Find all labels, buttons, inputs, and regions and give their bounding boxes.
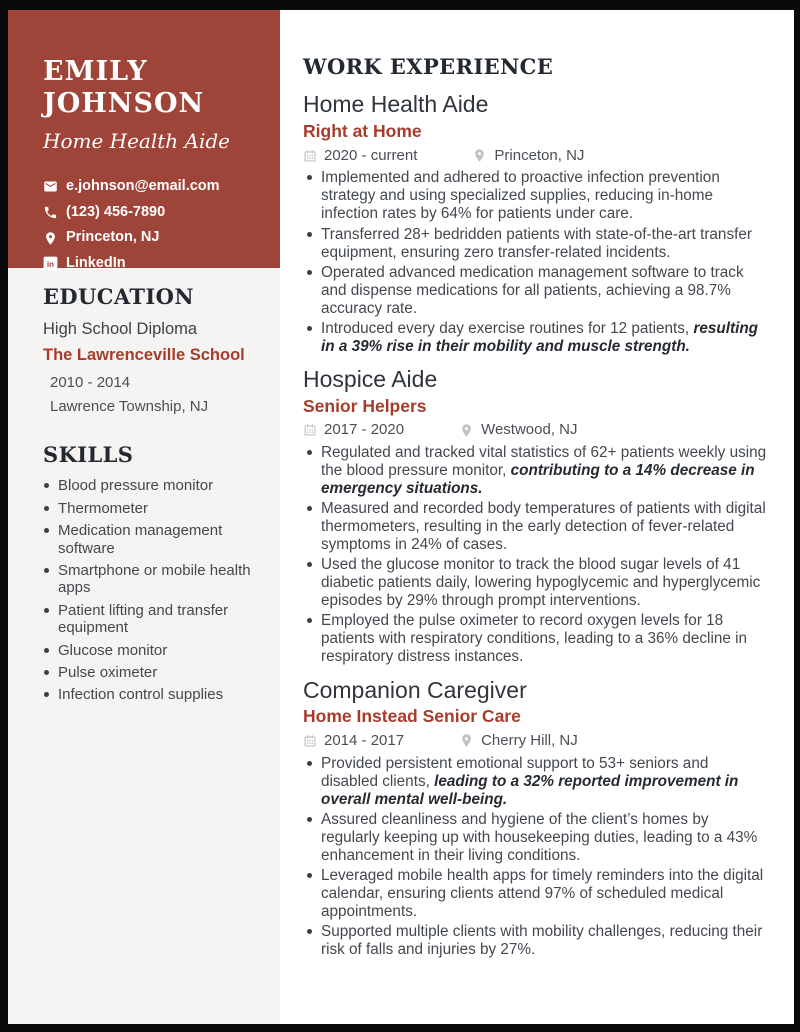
job-location: Cherry Hill, NJ (481, 732, 578, 750)
job-dates-item (303, 420, 404, 440)
skill-item: Pulse oximeter (43, 664, 262, 681)
bullet-item (303, 226, 768, 262)
location-icon (459, 733, 474, 748)
bullet-list (303, 444, 768, 667)
phone-icon (43, 205, 58, 220)
education-school-name: The Lawrenceville School (43, 345, 245, 364)
bullet-emphasis: resulting in a 39% rise in their mobility and muscle strength. (321, 319, 759, 355)
education-location: Lawrence Township, NJ (50, 397, 209, 415)
contact-label: (123) 456-7890 (66, 203, 166, 220)
bullet-text: Operated advanced medication management software to track and dispense medications for all patients, achieving a 98.7% accuracy rate. (321, 263, 744, 317)
work-experience-column (280, 10, 794, 1024)
bullet-text: Employed the pulse oximeter to record oxygen levels for 18 patients with respiratory conditions, leading to a 36% decline in respiratory distress instances. (321, 612, 748, 666)
bullet-text: Measured and recorded body temperatures of patients with digital thermometers, resulting in the early detection of fever-related symptoms in 24% of cases. (321, 500, 766, 554)
contact-email[interactable] (43, 177, 258, 197)
education-heading: EDUCATION (43, 284, 194, 309)
bullet-text: Supported multiple clients with mobility challenges, reducing their risk of falls and injuries by 27%. (321, 923, 763, 959)
job-meta-row (303, 731, 768, 751)
company-name: Home Instead Senior Care (303, 706, 521, 727)
bullet-text: Transferred 28+ bedridden patients with state-of-the-art transfer equipment, ensuring zero transfer-related incidents. (321, 225, 752, 261)
education-dates-row (43, 373, 262, 393)
job-title: Hospice Aide (303, 365, 438, 392)
bullet-emphasis: contributing to a 14% decrease in emergency situations. (321, 462, 755, 498)
bullet-item (303, 444, 768, 498)
person-name (43, 56, 258, 119)
job-location: Westwood, NJ (481, 421, 578, 439)
skills-list (43, 477, 262, 703)
skill-item: Medication management software (43, 522, 262, 557)
sidebar-body (8, 268, 280, 704)
job-entry (303, 676, 768, 960)
bullet-item (303, 320, 768, 356)
job-title: Companion Caregiver (303, 676, 527, 703)
education-section (43, 284, 262, 416)
education-degree: High School Diploma (43, 320, 198, 339)
location-icon (459, 423, 474, 438)
contact-label[interactable]: LinkedIn (66, 254, 126, 271)
education-location-row (43, 397, 262, 417)
job-dates-item (303, 146, 417, 166)
bullet-text: Implemented and adhered to proactive infection prevention strategy and using specialized supplies, reducing in-home infection rates by 64% for patients under care. (321, 169, 720, 223)
bullet-item (303, 612, 768, 666)
bullet-item (303, 500, 768, 554)
bullet-item (303, 264, 768, 318)
contact-list (43, 177, 258, 273)
jobs-container (303, 90, 768, 959)
bullet-emphasis: leading to a 32% reported improvement in overall mental well-being. (321, 772, 739, 808)
job-meta-row (303, 420, 768, 440)
job-location-item (459, 420, 577, 440)
job-dates: 2020 - current (324, 146, 418, 164)
company-name: Senior Helpers (303, 395, 427, 416)
calendar-icon (303, 149, 317, 163)
bullet-text: Used the glucose monitor to track the blood sugar levels of 41 diabetic patients daily, lowering hypoglycemic and hyperglycemic episodes by 29% through prompt interventions. (321, 556, 761, 610)
skill-item: Patient lifting and transfer equipment (43, 602, 262, 637)
job-dates: 2017 - 2020 (324, 421, 405, 439)
skill-item: Infection control supplies (43, 686, 262, 703)
skill-item: Smartphone or mobile health apps (43, 562, 262, 597)
skills-heading: SKILLS (43, 442, 134, 468)
bullet-text: Leveraged mobile health apps for timely reminders into the digital calendar, ensuring clients attend 97% of scheduled medical appointments. (321, 866, 764, 921)
job-meta-row (303, 146, 768, 166)
sidebar-header (8, 10, 280, 271)
job-dates: 2014 - 2017 (324, 732, 405, 750)
bullet-text: Regulated and tracked vital statistics of 62+ patients weekly using the blood pressure monitor, (321, 443, 767, 480)
bullet-item (303, 867, 768, 921)
calendar-icon (303, 423, 317, 437)
bullet-item (303, 923, 768, 959)
job-entry (303, 365, 768, 667)
contact-location (43, 228, 258, 248)
job-location-item (472, 146, 584, 166)
bullet-item (303, 755, 768, 809)
bullet-text: Provided persistent emotional support to 53+ seniors and disabled clients, (321, 754, 709, 790)
linkedin-icon (43, 256, 58, 271)
skill-item: Glucose monitor (43, 642, 262, 659)
bullet-text: Introduced every day exercise routines for 12 patients, (321, 319, 694, 337)
svg-text:in: in (46, 260, 55, 270)
sidebar (8, 10, 280, 1024)
bullet-list (303, 755, 768, 960)
location-icon (472, 148, 487, 163)
skills-section (43, 442, 262, 704)
person-name-line2: JOHNSON (43, 87, 205, 119)
bullet-item (303, 169, 768, 223)
resume-page (8, 10, 794, 1024)
person-title: Home Health Aide (43, 129, 230, 154)
job-location-item (459, 731, 578, 751)
calendar-icon (303, 734, 317, 748)
job-title: Home Health Aide (303, 91, 489, 118)
education-dates: 2010 - 2014 (50, 374, 131, 392)
contact-phone (43, 203, 258, 223)
person-name-line1: EMILY (43, 56, 148, 87)
job-dates-item (303, 731, 404, 751)
location-icon (43, 231, 58, 246)
skill-item: Thermometer (43, 500, 262, 517)
contact-label[interactable]: e.johnson@email.com (66, 178, 220, 195)
bullet-text: Assured cleanliness and hygiene of the client’s homes by regularly keeping up with housekeeping duties, leading to a 43% enhancement in their living conditions. (321, 810, 758, 864)
work-experience-heading: WORK EXPERIENCE (303, 54, 554, 79)
email-icon (43, 179, 58, 194)
bullet-item (303, 556, 768, 610)
bullet-item (303, 811, 768, 865)
skill-item: Blood pressure monitor (43, 477, 262, 494)
job-entry (303, 90, 768, 356)
bullet-list (303, 169, 768, 355)
company-name: Right at Home (303, 121, 422, 141)
contact-label: Princeton, NJ (66, 229, 160, 246)
job-location: Princeton, NJ (494, 146, 585, 164)
